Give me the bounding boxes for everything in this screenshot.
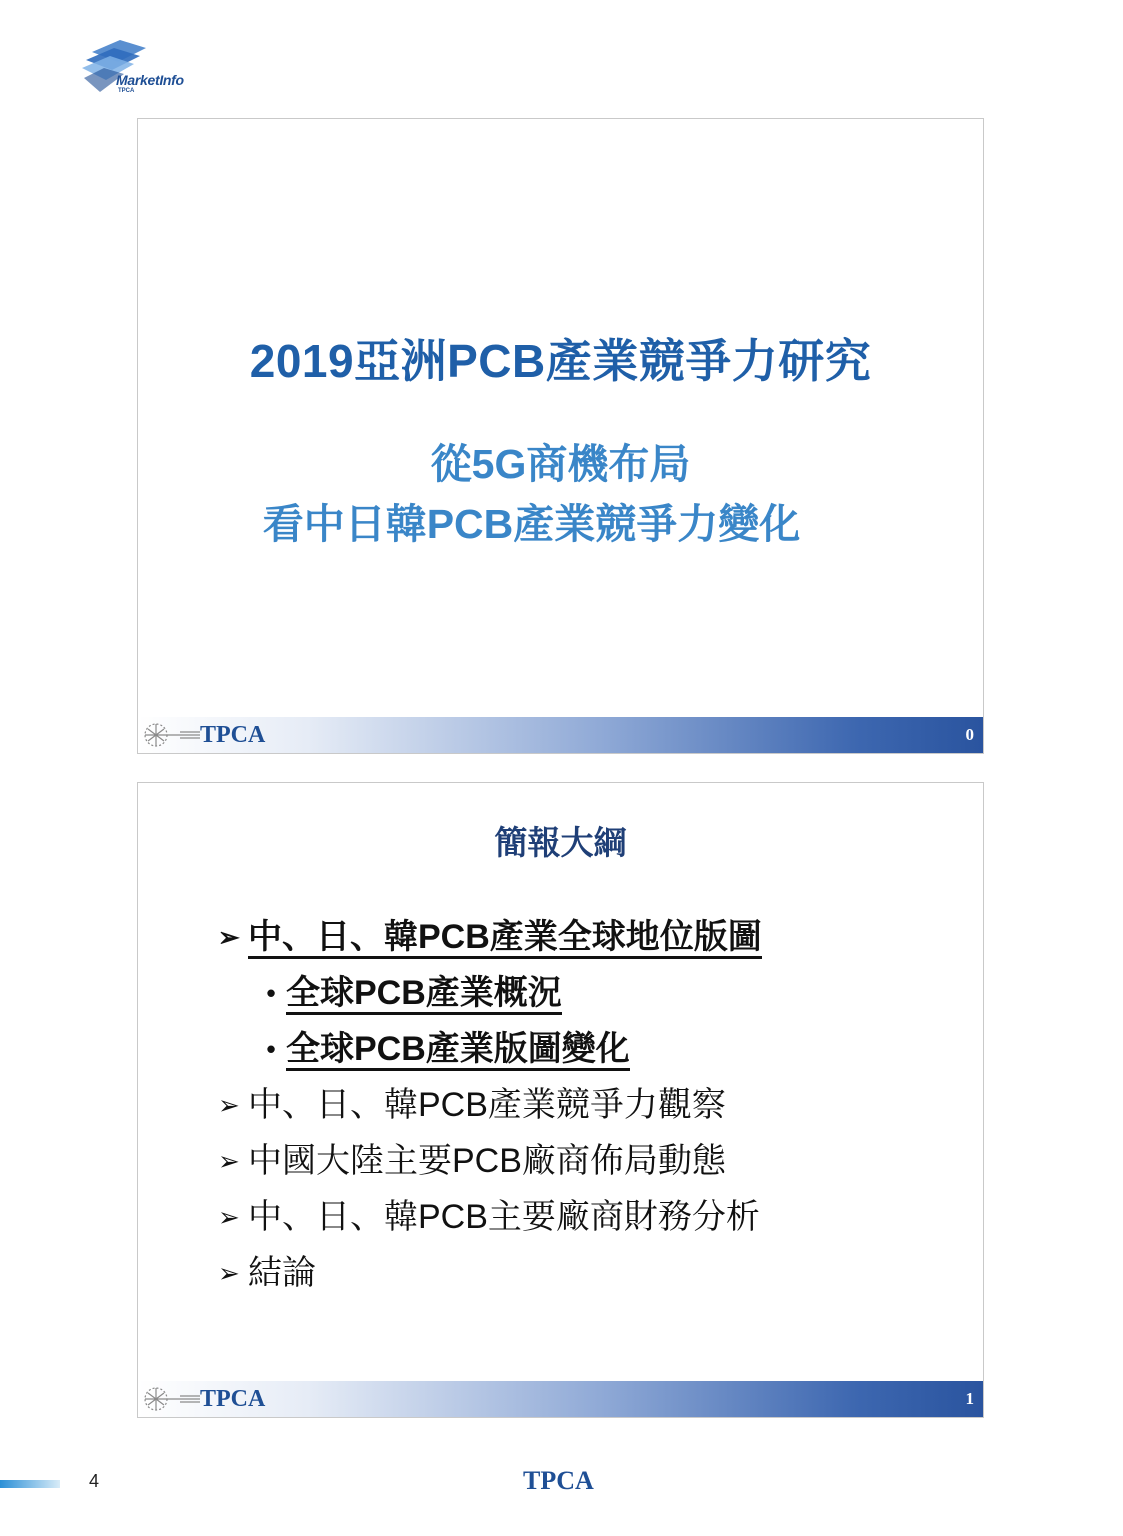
marketinfo-logo-icon <box>80 38 210 100</box>
list-item <box>218 965 762 1021</box>
list-item <box>218 1077 762 1133</box>
arrow-bullet-icon: ➢ <box>218 1202 240 1232</box>
circuit-tree-icon <box>140 1383 202 1415</box>
list-item-text: 中、日、韓PCB主要廠商財務分析 <box>248 1198 760 1236</box>
footer-accent-line <box>0 1480 60 1488</box>
slide-title <box>137 118 984 754</box>
list-item-text: 中國大陸主要PCB廠商佈局動態 <box>248 1142 726 1180</box>
arrow-bullet-icon: ➢ <box>218 1090 240 1120</box>
slide-subtitle-line2: 看中日韓PCB產業競爭力變化 <box>262 501 801 547</box>
list-item <box>218 909 762 965</box>
list-item <box>218 1245 762 1301</box>
footer-brand: TPCA <box>200 722 266 748</box>
list-item-text: 全球PCB產業版圖變化 <box>286 1030 630 1071</box>
list-item-text: 結論 <box>248 1254 316 1292</box>
dot-bullet-icon: • <box>266 978 276 1008</box>
logo-subtext: TPCA <box>118 88 135 94</box>
outline-heading: 簡報大綱 <box>494 824 627 861</box>
list-item-text: 全球PCB產業概況 <box>286 974 562 1015</box>
arrow-bullet-icon: ➢ <box>218 922 240 952</box>
circuit-tree-icon <box>140 719 202 751</box>
outline-list <box>218 909 762 1301</box>
slide-subtitle-line1: 從5G商機布局 <box>430 441 691 487</box>
slide-outline <box>137 782 984 1418</box>
page-footer-brand: TPCA <box>523 1466 594 1495</box>
arrow-bullet-icon: ➢ <box>218 1146 240 1176</box>
logo-text: MarketInfo <box>116 72 184 88</box>
list-item <box>218 1133 762 1189</box>
arrow-bullet-icon: ➢ <box>218 1258 240 1288</box>
dot-bullet-icon: • <box>266 1034 276 1064</box>
slide-number: 0 <box>965 725 974 744</box>
list-item <box>218 1021 762 1077</box>
list-item-text: 中、日、韓PCB產業全球地位版圖 <box>248 918 762 959</box>
list-item <box>218 1189 762 1245</box>
slide-number: 1 <box>965 1389 974 1408</box>
list-item-text: 中、日、韓PCB產業競爭力觀察 <box>248 1086 726 1124</box>
page-number: 4 <box>89 1471 100 1491</box>
footer-brand: TPCA <box>200 1386 266 1412</box>
slide-footer-bar <box>138 717 983 753</box>
slide-footer-bar <box>138 1381 983 1417</box>
slide-title-heading: 2019亞洲PCB產業競爭力研究 <box>249 335 872 387</box>
